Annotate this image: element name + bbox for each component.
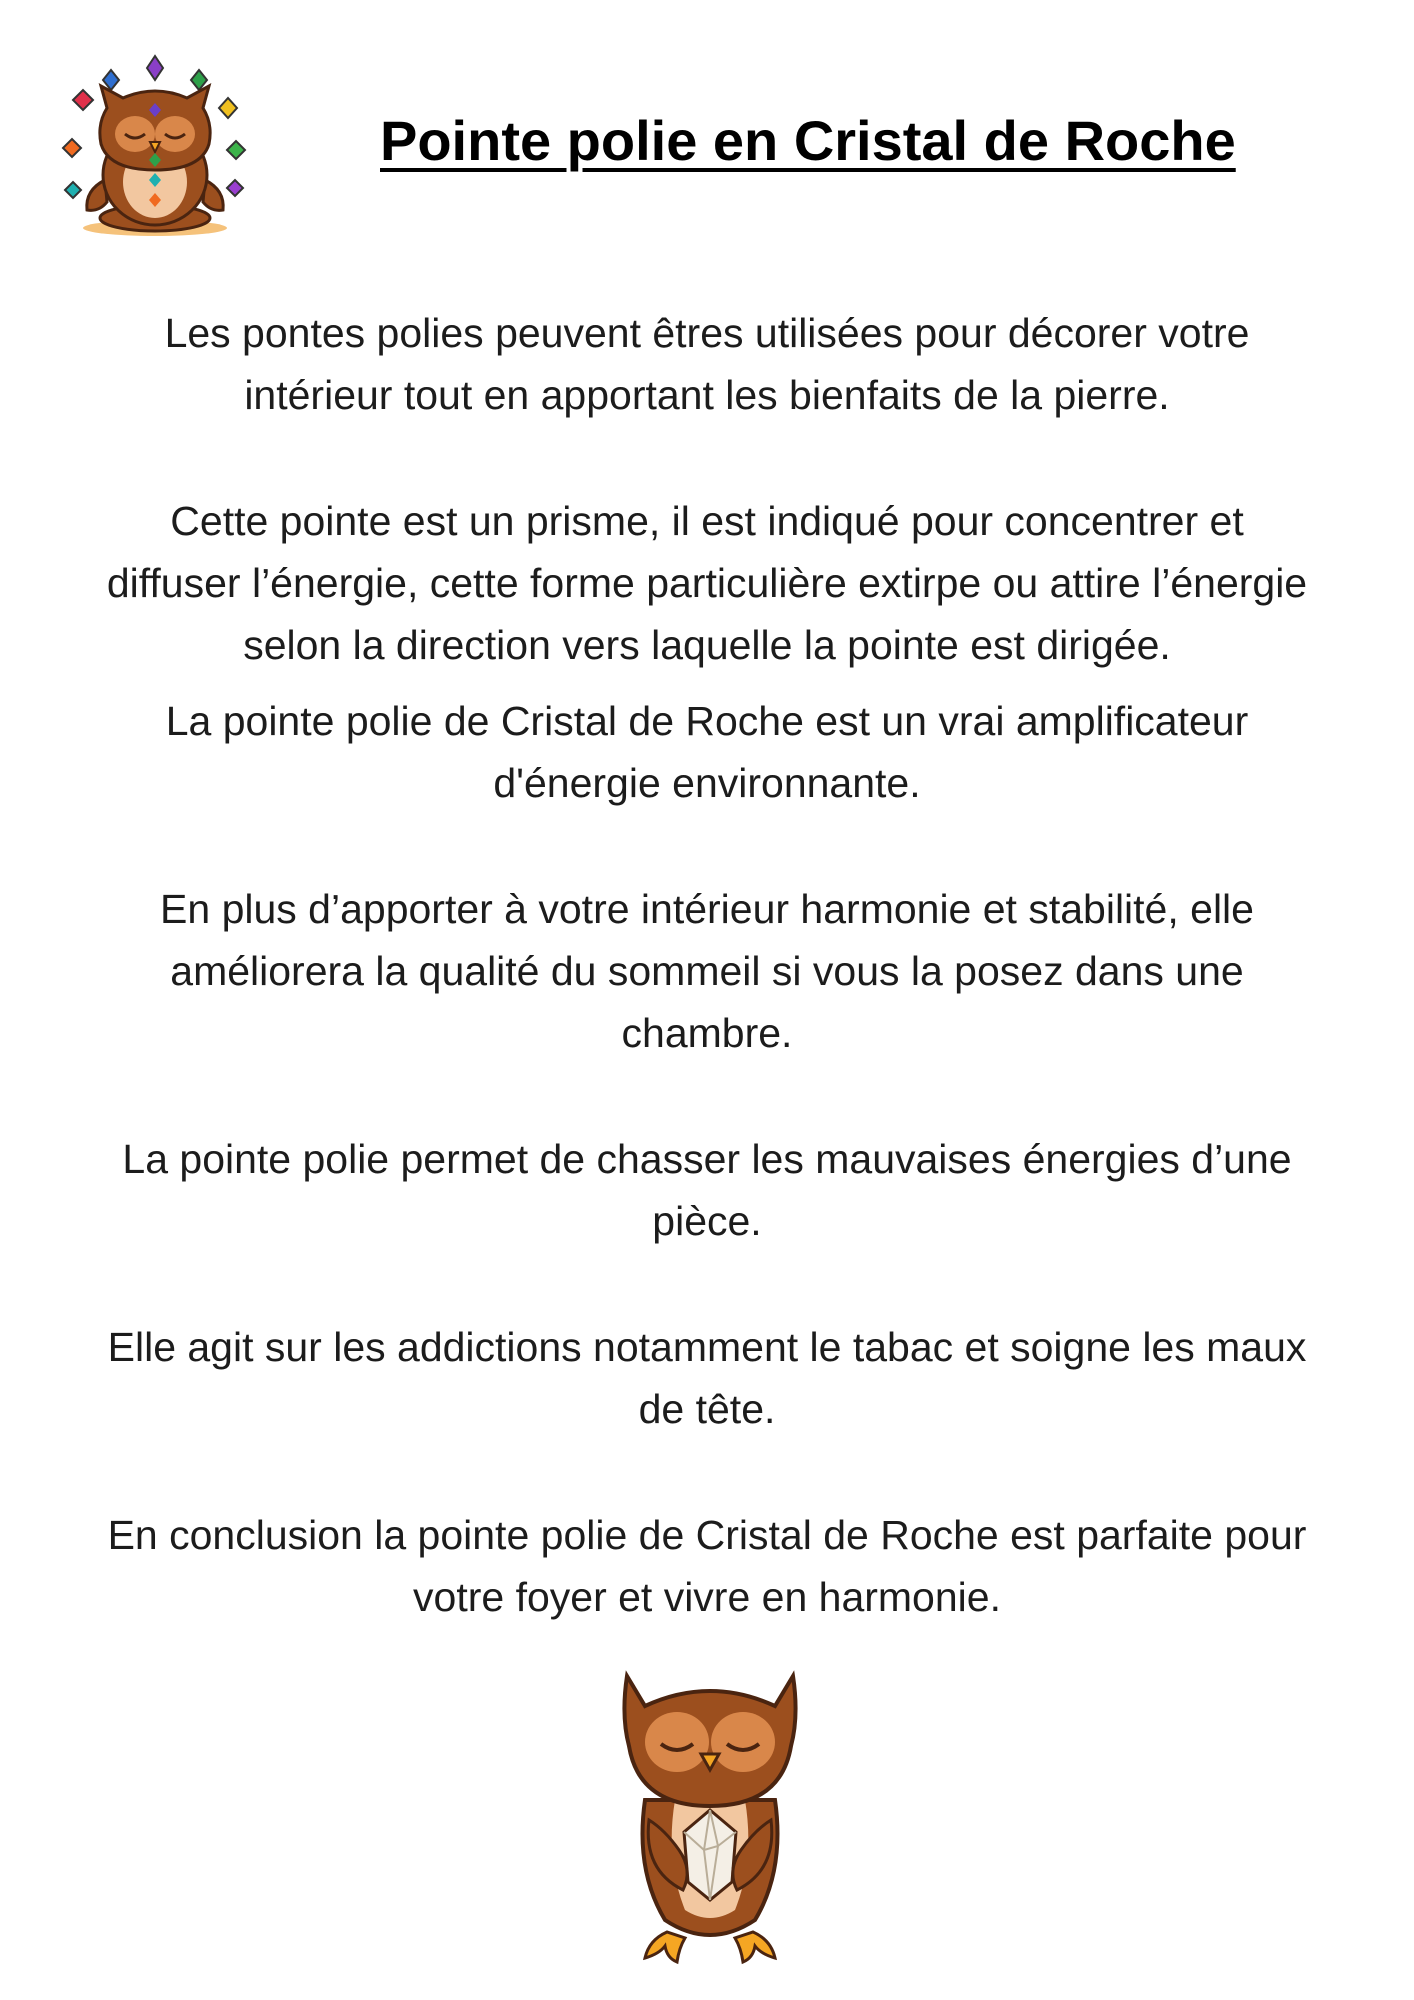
paragraph-line: de tête. <box>638 1386 776 1432</box>
paragraph-line: pièce. <box>652 1198 762 1244</box>
paragraph-line: La pointe polie permet de chasser les mauvaises énergies d’une <box>122 1136 1292 1182</box>
paragraph-line: chambre. <box>621 1010 793 1056</box>
owl-holding-crystal-icon <box>605 1650 815 1970</box>
paragraph-line: Cette pointe est un prisme, il est indiqué pour concentrer et <box>170 498 1244 544</box>
paragraph-line: Elle agit sur les addictions notamment le tabac et soigne les maux <box>107 1324 1307 1370</box>
paragraph-line: votre foyer et vivre en harmonie. <box>413 1574 1001 1620</box>
paragraph-prism <box>0 490 1414 676</box>
paragraph-line: d'énergie environnante. <box>493 760 921 806</box>
paragraph-line: En plus d’apporter à votre intérieur harmonie et stabilité, elle <box>160 886 1254 932</box>
paragraph-line: Les pontes polies peuvent êtres utilisées pour décorer votre <box>164 310 1250 356</box>
paragraph-line: selon la direction vers laquelle la pointe est dirigée. <box>243 622 1171 668</box>
paragraph-decoration <box>0 302 1414 426</box>
paragraph-line: La pointe polie de Cristal de Roche est un vrai amplificateur <box>165 698 1249 744</box>
meditating-owl-with-gems-icon <box>55 30 255 245</box>
paragraph-conclusion <box>0 1504 1414 1628</box>
paragraph-harmony <box>0 878 1414 1064</box>
paragraph-line: améliorera la qualité du sommeil si vous la posez dans une <box>170 948 1244 994</box>
paragraph-addictions <box>0 1316 1414 1440</box>
paragraph-line: En conclusion la pointe polie de Cristal de Roche est parfaite pour <box>107 1512 1307 1558</box>
page-title: Pointe polie en Cristal de Roche <box>380 109 1236 172</box>
paragraph-line: intérieur tout en apportant les bienfaits de la pierre. <box>244 372 1170 418</box>
paragraph-amplifier <box>0 690 1414 814</box>
paragraph-line: diffuser l’énergie, cette forme particulière extirpe ou attire l’énergie <box>106 560 1308 606</box>
paragraph-energies <box>0 1128 1414 1252</box>
